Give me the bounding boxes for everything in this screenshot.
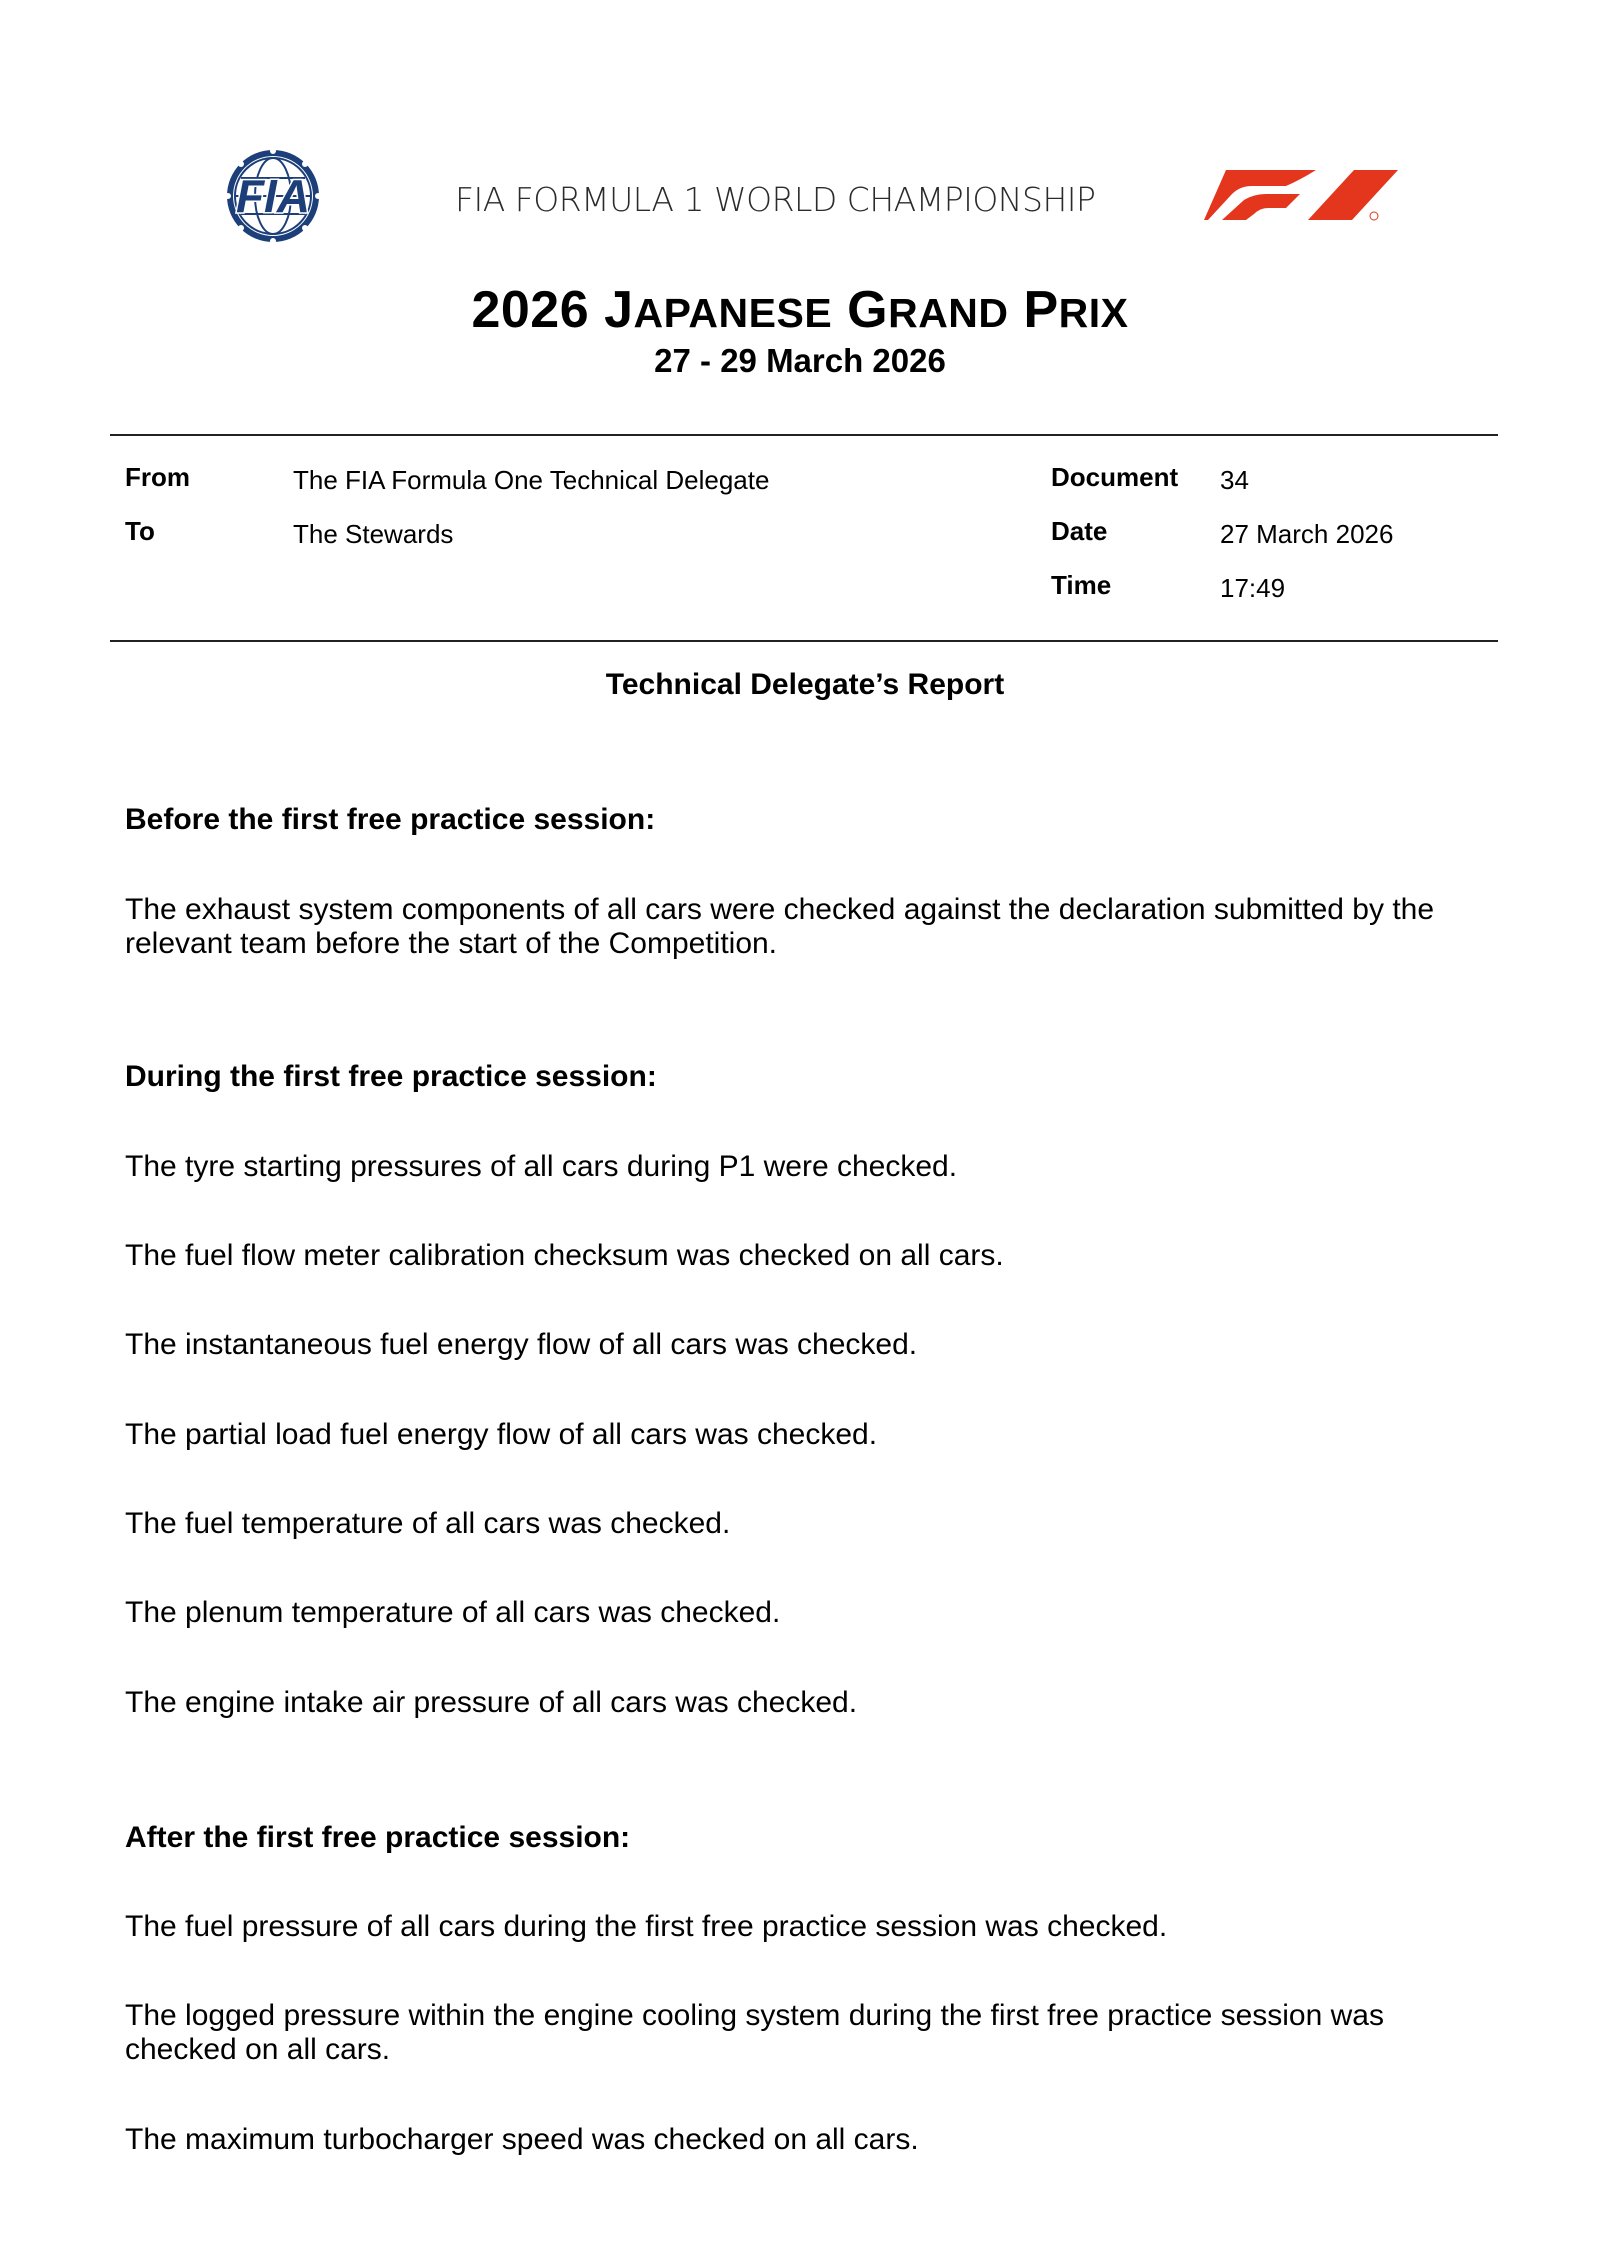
document-value: 34 — [1220, 465, 1249, 495]
svg-text:FIA: FIA — [235, 170, 311, 222]
section-paragraph: The instantaneous fuel energy flow of all cars was checked. — [125, 1328, 918, 1361]
section-paragraph: The exhaust system components of all cars were checked against the declaration submitted by the relevant team before the start of the Competition. — [125, 893, 1435, 960]
document-label: Document — [1051, 462, 1179, 492]
date-label: Date — [1051, 516, 1108, 546]
section-heading: Before the first free practice session: — [125, 803, 656, 836]
date-value: 27 March 2026 — [1220, 519, 1394, 549]
section-paragraph: The tyre starting pressures of all cars during P1 were checked. — [125, 1150, 958, 1183]
championship-name: FIA FORMULA 1 WORLD CHAMPIONSHIP — [455, 180, 1096, 219]
to-label: To — [125, 516, 155, 546]
document-header — [0, 0, 1600, 260]
section-paragraph: The logged pressure within the engine cooling system during the first free practice session was checked on all cars. — [125, 1999, 1384, 2066]
report-title: Technical Delegate’s Report — [605, 668, 1005, 701]
section-paragraph: The plenum temperature of all cars was checked. — [125, 1596, 781, 1629]
from-label: From — [125, 462, 190, 492]
event-title: 2026 JAPANESE GRAND PRIX — [471, 281, 1129, 339]
to-value: The Stewards — [293, 519, 454, 549]
from-value: The FIA Formula One Technical Delegate — [293, 465, 770, 495]
fia-logo — [206, 148, 340, 244]
f1-logo — [1204, 168, 1404, 226]
event-dates: 27 - 29 March 2026 — [654, 342, 946, 379]
section-heading: During the first free practice session: — [125, 1060, 657, 1093]
event-title-block — [0, 278, 1600, 381]
section-paragraph: The maximum turbocharger speed was checked on all cars. — [125, 2123, 919, 2156]
time-value: 17:49 — [1220, 573, 1286, 603]
divider-top — [110, 434, 1498, 436]
divider-bottom — [110, 640, 1498, 642]
section-paragraph: The partial load fuel energy flow of all cars was checked. — [125, 1418, 878, 1451]
section-paragraph: The fuel flow meter calibration checksum was checked on all cars. — [125, 1239, 1004, 1272]
section-heading: After the first free practice session: — [125, 1821, 631, 1854]
section-paragraph: The fuel temperature of all cars was checked. — [125, 1507, 731, 1540]
time-label: Time — [1051, 570, 1112, 600]
section-paragraph: The engine intake air pressure of all cars was checked. — [125, 1686, 858, 1719]
section-paragraph: The fuel pressure of all cars during the first free practice session was checked. — [125, 1910, 1168, 1943]
